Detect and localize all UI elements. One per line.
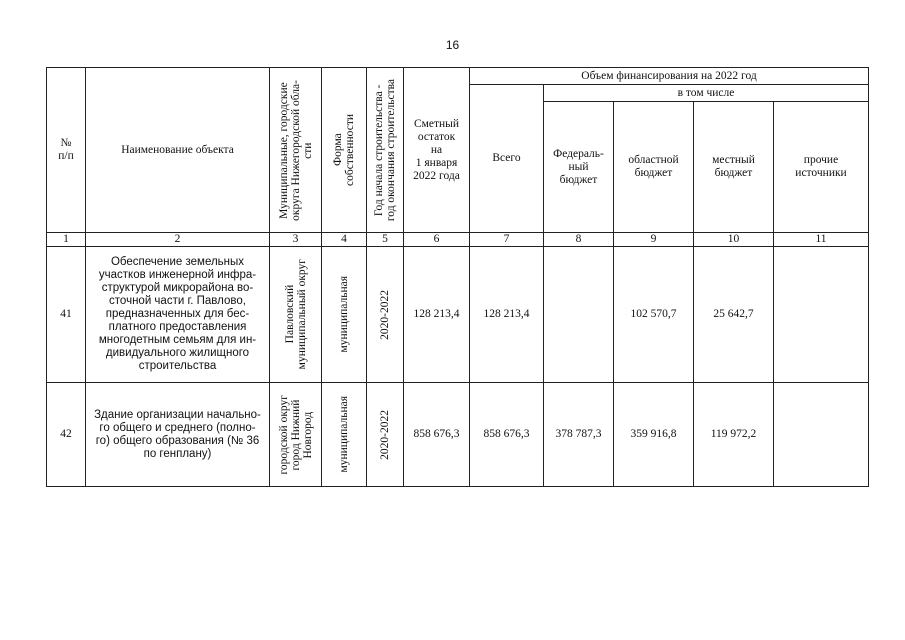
page-number: 16 [445, 38, 460, 52]
row-total: 128 213,4 [470, 247, 544, 383]
col-number: 8 [544, 233, 614, 247]
col-number: 2 [86, 233, 270, 247]
row-remainder: 858 676,3 [404, 383, 470, 487]
row-federal: 378 787,3 [544, 383, 614, 487]
table-row [47, 247, 869, 383]
row-object-name: Обеспечение земельных участков инженерной инфра- структурой микрорайона во- сточной части г. Павлово, предназначенных для бес- платного предоставления многодетным семьям для ин- дивидуального жилищного строительства [86, 247, 270, 383]
col-number: 6 [404, 233, 470, 247]
col-number: 7 [470, 233, 544, 247]
col-number: 11 [774, 233, 869, 247]
col-number: 5 [367, 233, 404, 247]
header-years: Год начала строительства - год окончания строительства [367, 68, 404, 233]
col-number: 1 [47, 233, 86, 247]
row-local: 25 642,7 [694, 247, 774, 383]
row-ownership: муниципальная [322, 383, 367, 487]
row-other [774, 383, 869, 487]
column-numbers-row [47, 233, 869, 247]
header-total: Всего [470, 85, 544, 233]
header-other: прочие источники [774, 102, 869, 233]
row-municipality: городской округ город Нижний Новгород [270, 383, 322, 487]
header-regional: областной бюджет [614, 102, 694, 233]
row-object-name: Здание организации начально- го общего и среднего (полно- го) общего образования (№ 36 по генплану) [86, 383, 270, 487]
row-num: 41 [47, 247, 86, 383]
header-including: в том числе [544, 85, 869, 102]
col-number: 4 [322, 233, 367, 247]
header-federal: Федераль- ный бюджет [544, 102, 614, 233]
col-number: 3 [270, 233, 322, 247]
row-ownership: муниципальная [322, 247, 367, 383]
header-num: № п/п [47, 68, 86, 233]
header-municipality: Муниципальные, городские округа Нижегородской обла- сти [270, 68, 322, 233]
row-municipality: Павловский муниципальный округ [270, 247, 322, 383]
row-num: 42 [47, 383, 86, 487]
header-remainder: Сметный остаток на 1 января 2022 года [404, 68, 470, 233]
col-number: 10 [694, 233, 774, 247]
row-regional: 102 570,7 [614, 247, 694, 383]
row-other [774, 247, 869, 383]
row-regional: 359 916,8 [614, 383, 694, 487]
col-number: 9 [614, 233, 694, 247]
table-row [47, 383, 869, 487]
header-funding-title: Объем финансирования на 2022 год [470, 68, 869, 85]
header-ownership: Форма собственности [322, 68, 367, 233]
row-local: 119 972,2 [694, 383, 774, 487]
row-years: 2020-2022 [367, 247, 404, 383]
header-local: местный бюджет [694, 102, 774, 233]
row-total: 858 676,3 [470, 383, 544, 487]
financing-table [46, 67, 869, 487]
row-federal [544, 247, 614, 383]
row-remainder: 128 213,4 [404, 247, 470, 383]
row-years: 2020-2022 [367, 383, 404, 487]
header-name: Наименование объекта [86, 68, 270, 233]
